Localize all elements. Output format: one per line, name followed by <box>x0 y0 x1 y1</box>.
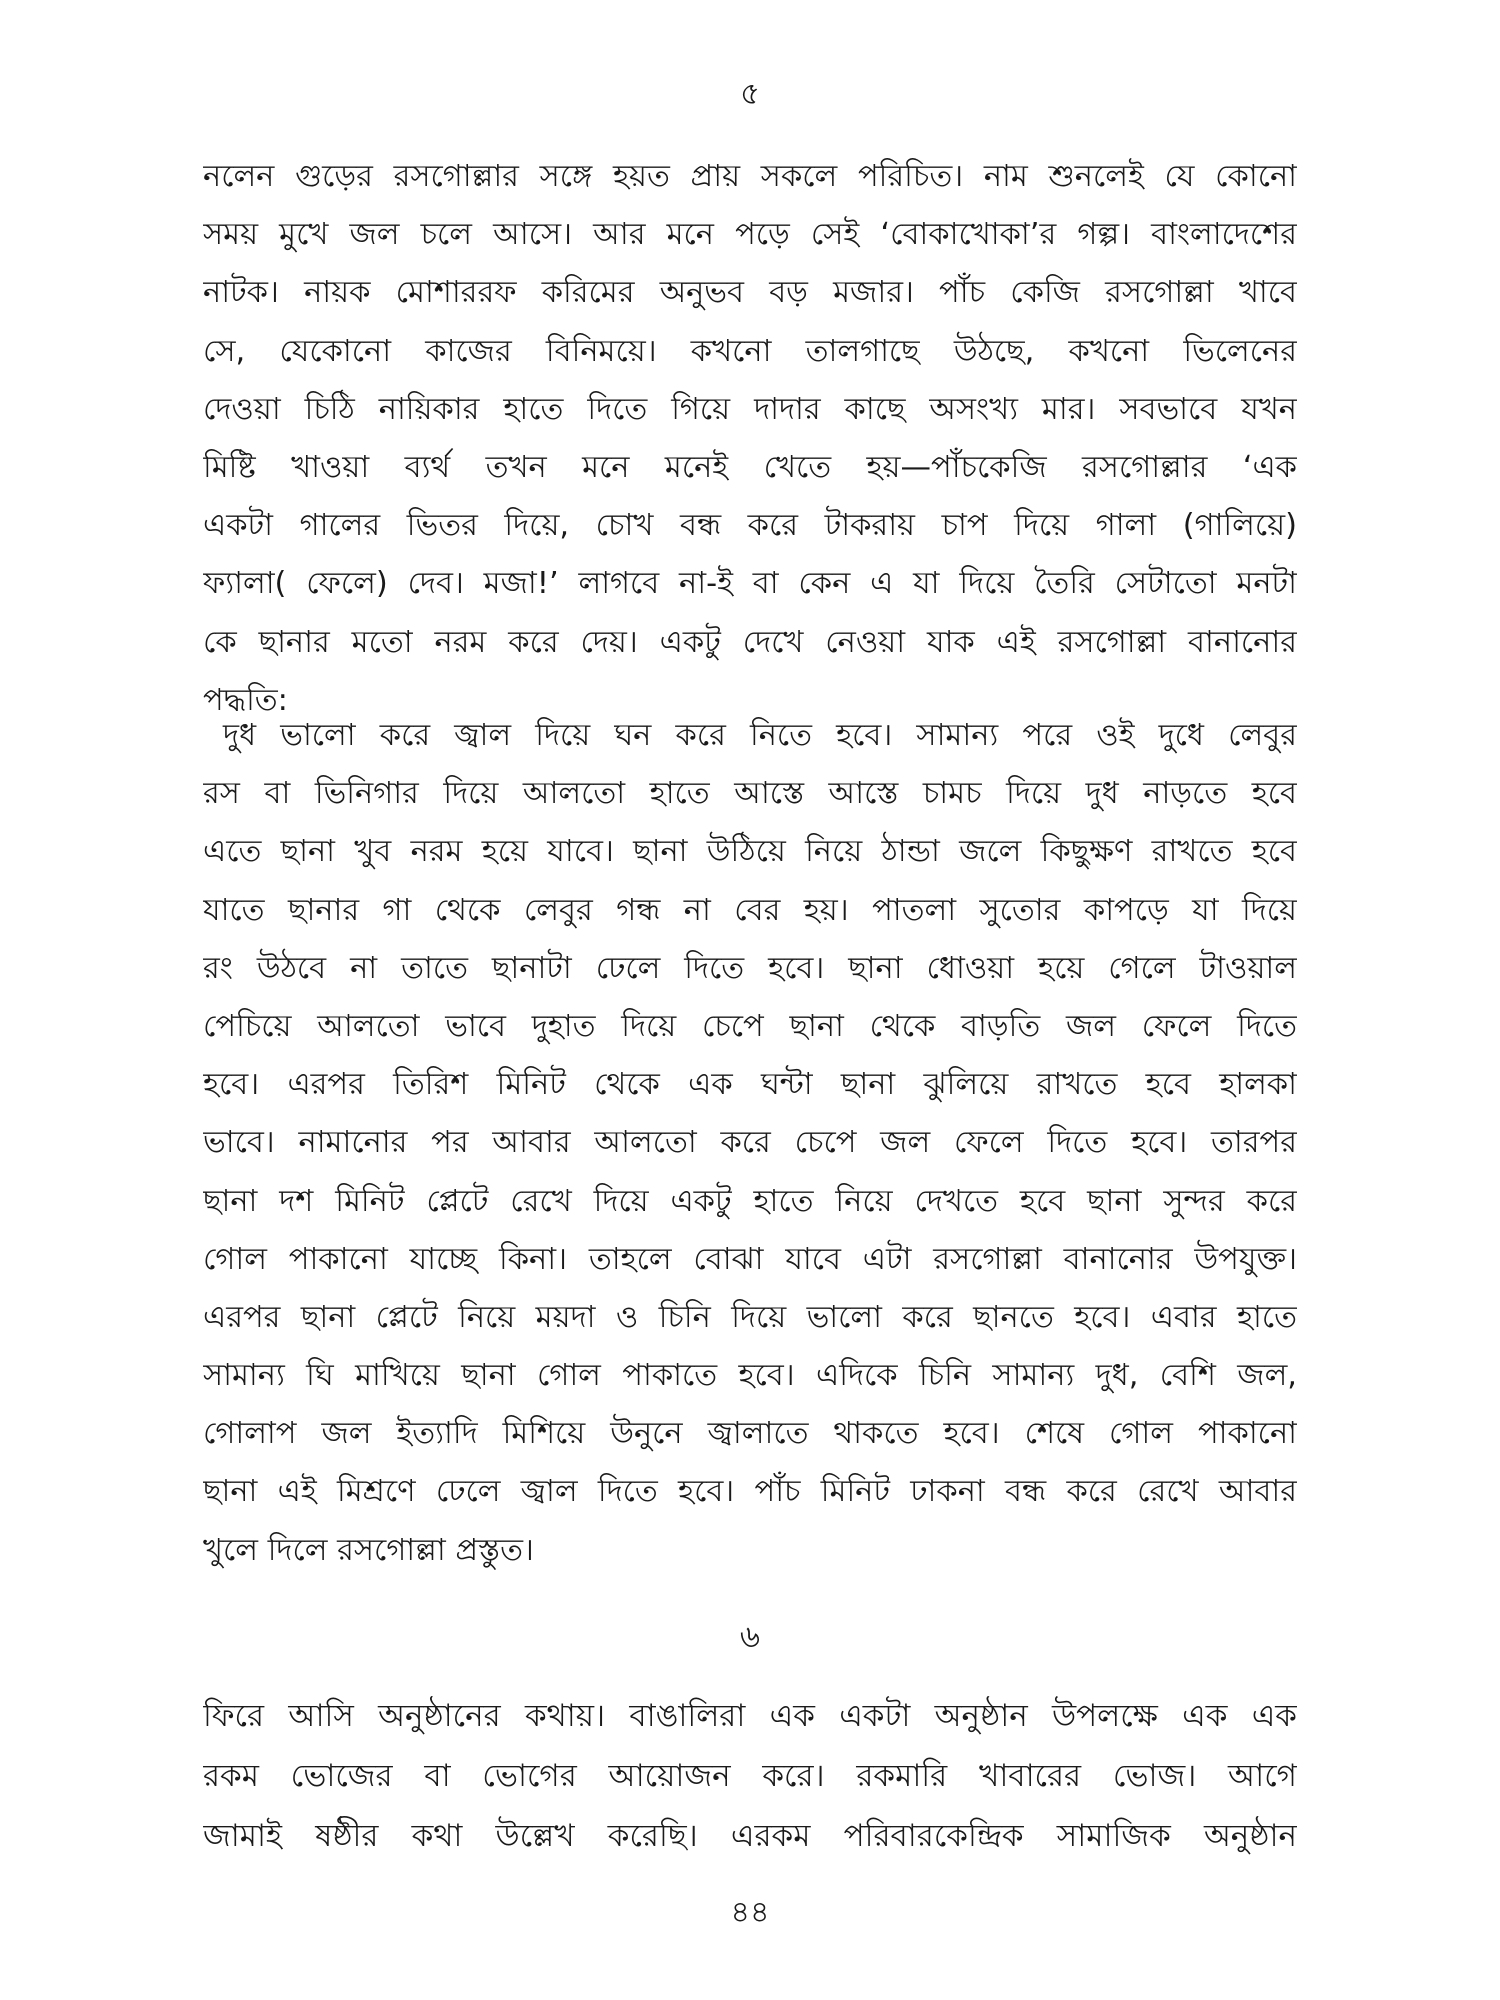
section-number: ৬ <box>739 1619 761 1655</box>
text-line: পদ্ধতি: <box>203 682 288 718</box>
text-line: রস বা ভিনিগার দিয়ে আলতো হাতে আস্তে আস্তে চামচ দিয়ে দুধ নাড়তে হবে <box>203 776 1297 812</box>
text-line: হবে। এরপর তিরিশ মিনিট থেকে এক ঘন্টা ছানা ঝুলিয়ে রাখতে হবে হালকা <box>203 1067 1297 1103</box>
text-line: এরপর ছানা প্লেটে নিয়ে ময়দা ও চিনি দিয়ে ভালো করে ছানতে হবে। এবার হাতে <box>203 1299 1297 1335</box>
text-line: গোলাপ জল ইত্যাদি মিশিয়ে উনুনে জ্বালাতে থাকতে হবে। শেষে গোল পাকানো <box>203 1416 1297 1452</box>
text-line: রং উঠবে না তাতে ছানাটা ঢেলে দিতে হবে। ছানা ধোওয়া হয়ে গেলে টাওয়াল <box>203 950 1297 986</box>
section-number: ৫ <box>739 76 761 112</box>
text-line: ছানা দশ মিনিট প্লেটে রেখে দিয়ে একটু হাতে নিয়ে দেখতে হবে ছানা সুন্দর করে <box>203 1183 1297 1219</box>
page-number: ৪৪ <box>730 1895 770 1930</box>
text-line: সময় মুখে জল চলে আসে। আর মনে পড়ে সেই ‘বোকাখোকা’র গল্প। বাংলাদেশের <box>203 217 1297 253</box>
paragraph <box>203 148 1297 730</box>
text-line: পেচিয়ে আলতো ভাবে দুহাত দিয়ে চেপে ছানা থেকে বাড়তি জল ফেলে দিতে <box>203 1008 1297 1044</box>
text-line: গোল পাকানো যাচ্ছে কিনা। তাহলে বোঝা যাবে এটা রসগোল্লা বানানোর উপযুক্ত। <box>203 1241 1297 1277</box>
text-line: যাতে ছানার গা থেকে লেবুর গন্ধ না বের হয়। পাতলা সুতোর কাপড়ে যা দিয়ে <box>203 892 1297 928</box>
text-line: সে, যেকোনো কাজের বিনিময়ে। কখনো তালগাছে উঠছে, কখনো ভিলেনের <box>203 333 1297 369</box>
text-line: খুলে দিলে রসগোল্লা প্রস্তুত। <box>203 1532 534 1568</box>
text-line: কে ছানার মতো নরম করে দেয়। একটু দেখে নেওয়া যাক এই রসগোল্লা বানানোর <box>203 624 1297 660</box>
text-line: জামাই ষষ্ঠীর কথা উল্লেখ করেছি। এরকম পরিবারকেন্দ্রিক সামাজিক অনুষ্ঠান <box>203 1818 1297 1854</box>
text-line: ভাবে। নামানোর পর আবার আলতো করে চেপে জল ফেলে দিতে হবে। তারপর <box>203 1125 1297 1161</box>
text-line: নলেন গুড়ের রসগোল্লার সঙ্গে হয়ত প্রায় সকলে পরিচিত। নাম শুনলেই যে কোনো <box>203 159 1297 194</box>
text-line: রকম ভোজের বা ভোগের আয়োজন করে। রকমারি খাবারের ভোজ। আগে <box>203 1758 1297 1794</box>
paragraph <box>203 1686 1297 1866</box>
text-line: দুধ ভালো করে জ্বাল দিয়ে ঘন করে নিতে হবে। সামান্য পরে ওই দুধে লেবুর <box>223 718 1297 753</box>
text-line: মিষ্টি খাওয়া ব্যর্থ তখন মনে মনেই খেতে হয়—পাঁচকেজি রসগোল্লার ‘এক <box>203 449 1297 485</box>
text-line: সামান্য ঘি মাখিয়ে ছানা গোল পাকাতে হবে। এদিকে চিনি সামান্য দুধ, বেশি জল, <box>203 1358 1297 1394</box>
text-line: ফ্যালা( ফেলে) দেব। মজা!’ লাগবে না-ই বা কেন এ যা দিয়ে তৈরি সেটাতো মনটা <box>203 566 1297 602</box>
text-line: এতে ছানা খুব নরম হয়ে যাবে। ছানা উঠিয়ে নিয়ে ঠান্ডা জলে কিছুক্ষণ রাখতে হবে <box>203 834 1297 870</box>
text-line: ছানা এই মিশ্রণে ঢেলে জ্বাল দিতে হবে। পাঁচ মিনিট ঢাকনা বন্ধ করে রেখে আবার <box>203 1474 1297 1510</box>
text-line: নাটক। নায়ক মোশাররফ করিমের অনুভব বড় মজার। পাঁচ কেজি রসগোল্লা খাবে <box>203 275 1297 311</box>
text-line: দেওয়া চিঠি নায়িকার হাতে দিতে গিয়ে দাদার কাছে অসংখ্য মার। সবভাবে যখন <box>203 391 1297 427</box>
paragraph <box>203 707 1297 1580</box>
text-line: একটা গালের ভিতর দিয়ে, চোখ বন্ধ করে টাকরায় চাপ দিয়ে গালা (গালিয়ে) <box>203 508 1297 544</box>
text-line: ফিরে আসি অনুষ্ঠানের কথায়। বাঙালিরা এক একটা অনুষ্ঠান উপলক্ষে এক এক <box>203 1698 1297 1734</box>
